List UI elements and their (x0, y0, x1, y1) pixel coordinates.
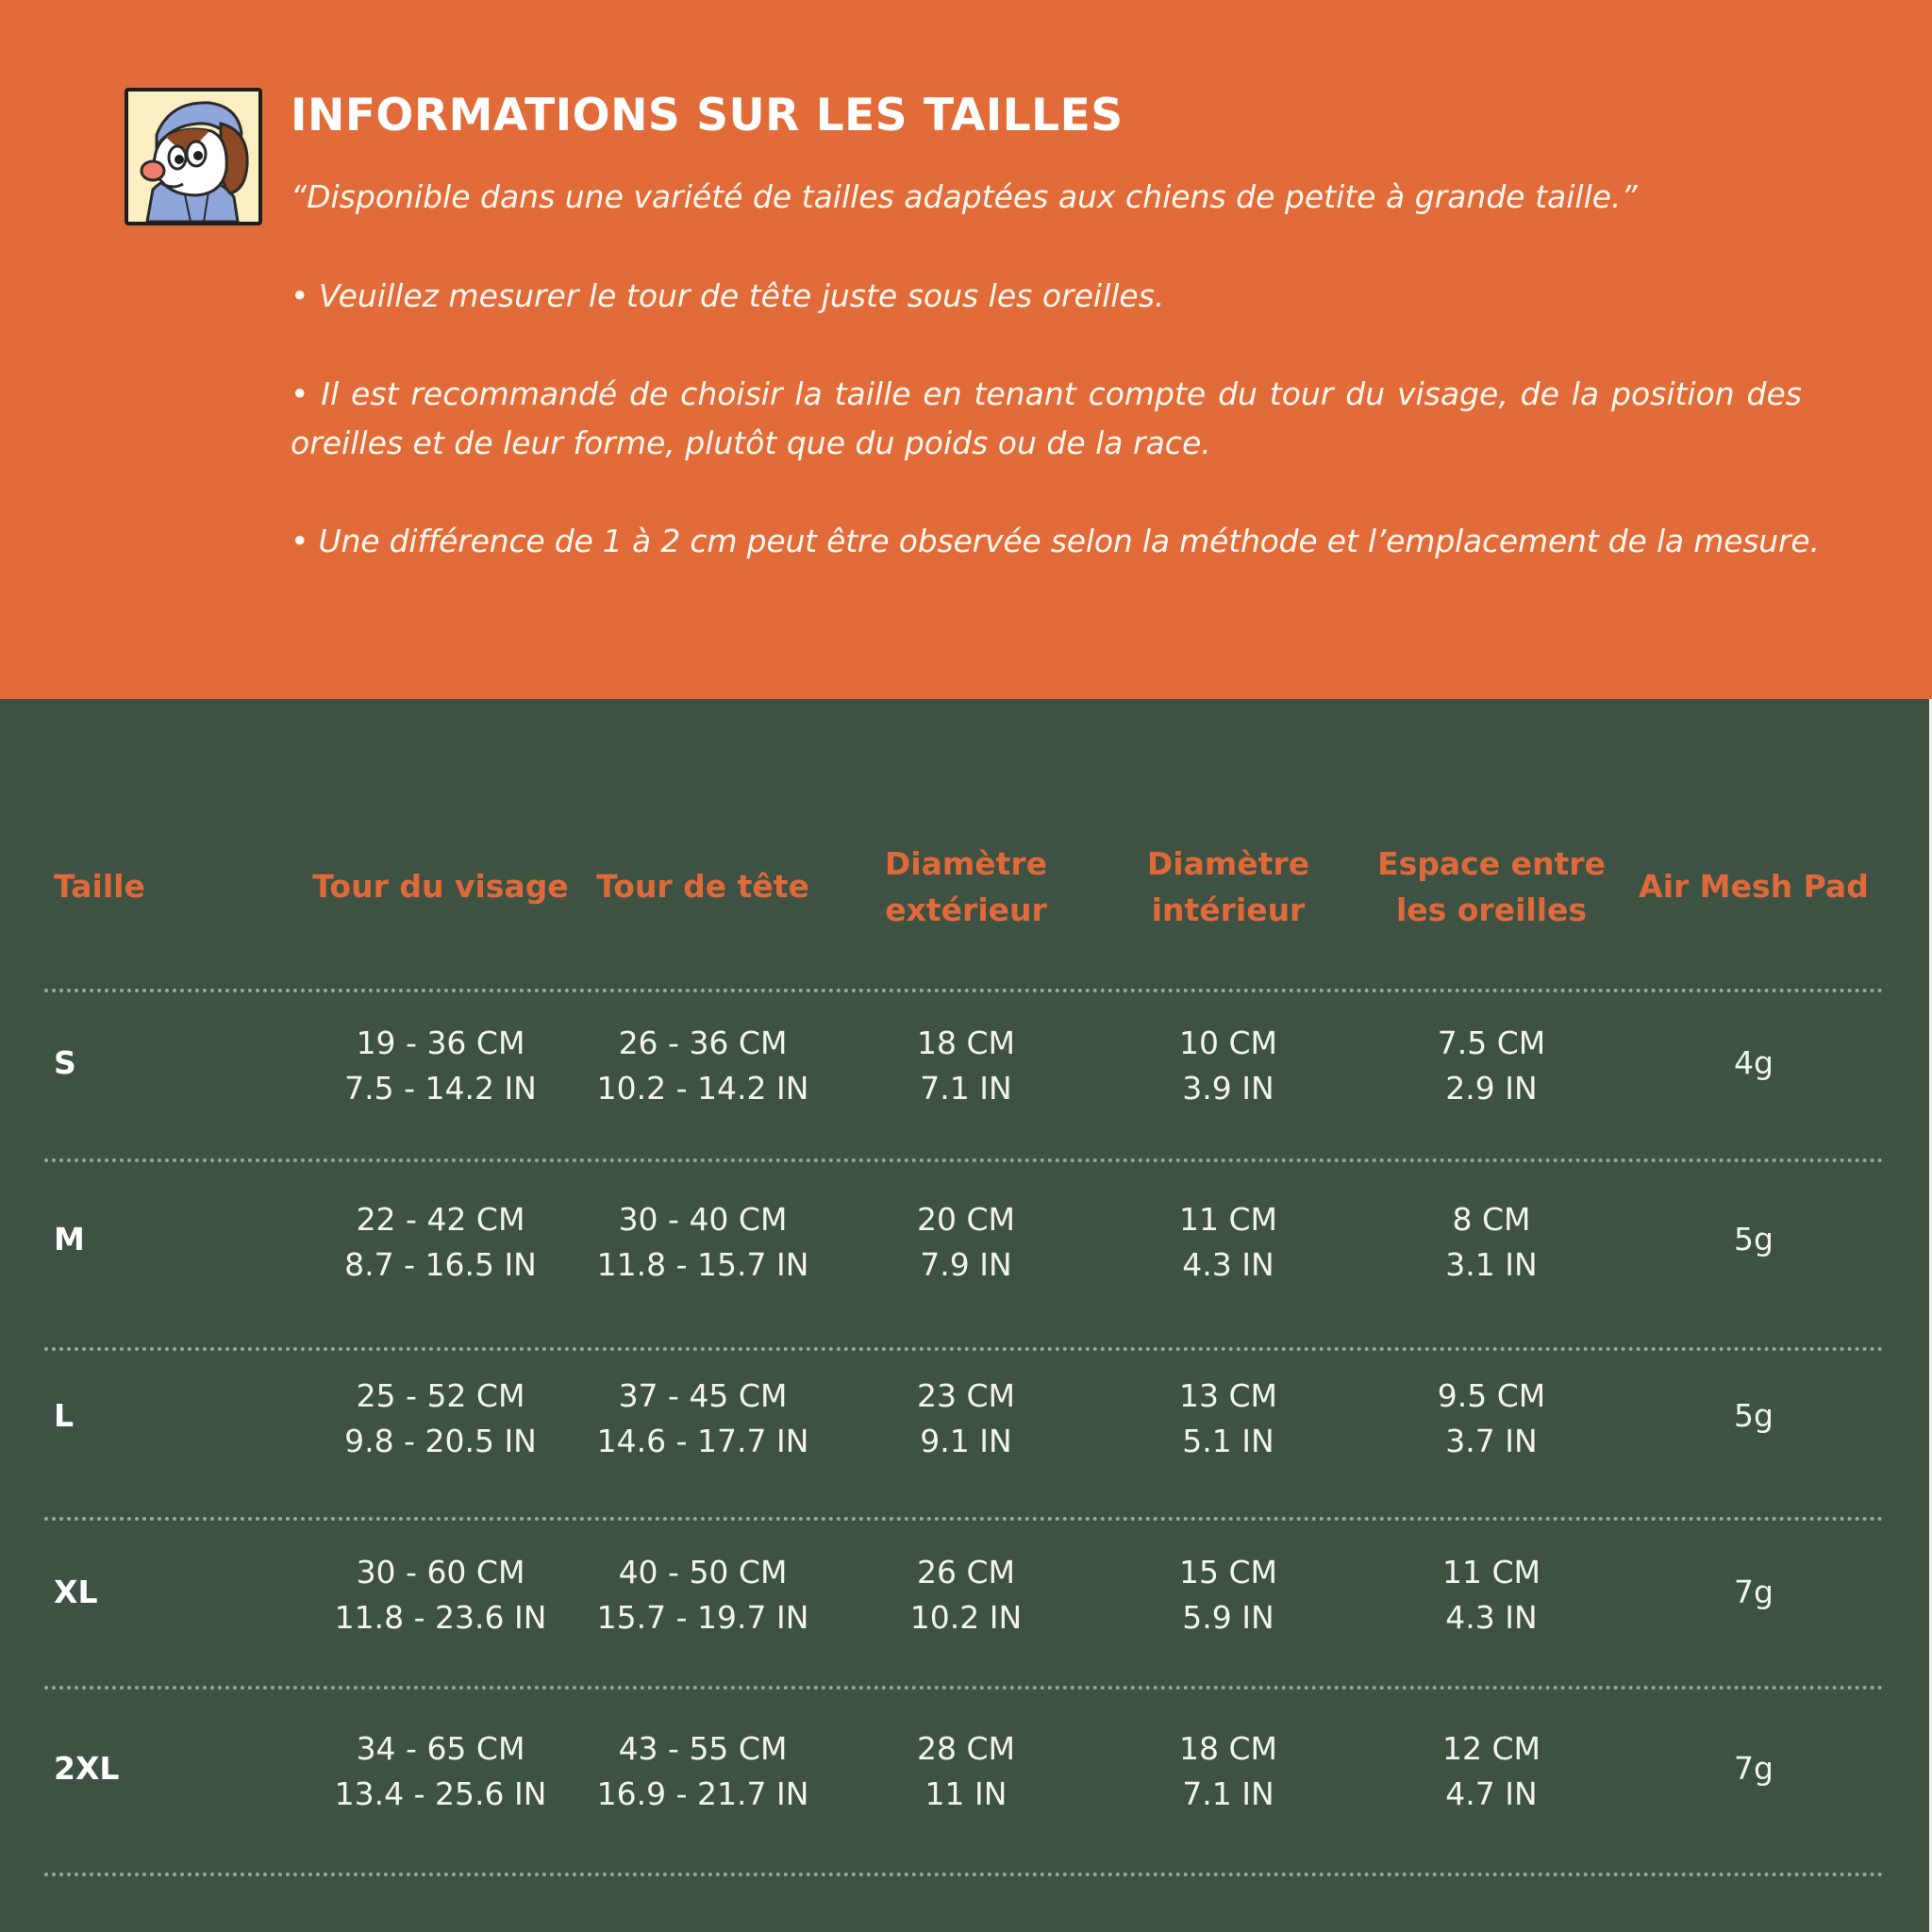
inner-diameter-cell: 10 CM 3.9 IN (1179, 1024, 1277, 1107)
measurement-note-1: • Veuillez mesurer le tour de tête juste sous les oreilles. (291, 277, 1165, 314)
row-divider (44, 989, 1884, 992)
size-label: 2XL (54, 1750, 120, 1787)
head-circumference-cell: 40 - 50 CM 15.7 - 19.7 IN (596, 1554, 809, 1636)
ear-spacing-cell: 11 CM 4.3 IN (1442, 1554, 1541, 1636)
outer-diameter-cell: 23 CM 9.1 IN (917, 1377, 1015, 1459)
pad-weight-cell: 7g (1734, 1750, 1774, 1787)
head-circumference-cell: 37 - 45 CM 14.6 - 17.7 IN (596, 1377, 809, 1459)
outer-diameter-cell: 20 CM 7.9 IN (917, 1201, 1015, 1283)
head-circumference-cell: 43 - 55 CM 16.9 - 21.7 IN (596, 1730, 809, 1812)
page-title: INFORMATIONS SUR LES TAILLES (291, 90, 1124, 142)
ear-spacing-cell: 9.5 CM 3.7 IN (1437, 1377, 1546, 1459)
size-label: XL (54, 1574, 98, 1610)
column-header-air-mesh-pad: Air Mesh Pad (1639, 868, 1869, 905)
inner-diameter-cell: 13 CM 5.1 IN (1179, 1377, 1277, 1459)
column-header-face-circumference: Tour du visage (312, 868, 569, 905)
intro-quote: “Disponible dans une variété de tailles adaptées aux chiens de petite à grande taille.” (291, 178, 1638, 215)
dog-hoodie-logo-icon (125, 88, 262, 225)
face-circumference-cell: 30 - 60 CM 11.8 - 23.6 IN (334, 1554, 547, 1636)
row-divider (44, 1873, 1884, 1876)
outer-diameter-cell: 26 CM 10.2 IN (909, 1554, 1023, 1636)
ear-spacing-cell: 12 CM 4.7 IN (1442, 1730, 1541, 1812)
column-header-size: Taille (54, 868, 145, 905)
pad-weight-cell: 5g (1734, 1221, 1774, 1257)
pad-weight-cell: 7g (1734, 1574, 1774, 1610)
row-divider (44, 1347, 1884, 1351)
row-divider (44, 1686, 1884, 1690)
ear-spacing-cell: 7.5 CM 2.9 IN (1437, 1024, 1546, 1107)
column-header-outer-diameter: Diamètre extérieur (884, 845, 1048, 928)
outer-diameter-cell: 18 CM 7.1 IN (917, 1024, 1015, 1107)
column-header-head-circumference: Tour de tête (596, 868, 809, 905)
face-circumference-cell: 34 - 65 CM 13.4 - 25.6 IN (334, 1730, 547, 1812)
measurement-note-3: • Une différence de 1 à 2 cm peut être observée selon la méthode et l’emplacement de la mesure. (291, 523, 1820, 559)
pad-weight-cell: 4g (1734, 1044, 1774, 1081)
measurement-note-2: • Il est recommandé de choisir la taille en tenant compte du tour du visage, de la position des oreilles et de leur forme, plutôt que du poids ou de la race. (291, 375, 1802, 461)
head-circumference-cell: 26 - 36 CM 10.2 - 14.2 IN (596, 1024, 809, 1107)
face-circumference-cell: 25 - 52 CM 9.8 - 20.5 IN (344, 1377, 537, 1459)
head-circumference-cell: 30 - 40 CM 11.8 - 15.7 IN (596, 1201, 809, 1283)
size-label: L (54, 1397, 75, 1434)
pad-weight-cell: 5g (1734, 1397, 1774, 1434)
row-divider (44, 1517, 1884, 1521)
inner-diameter-cell: 15 CM 5.9 IN (1179, 1554, 1277, 1636)
face-circumference-cell: 22 - 42 CM 8.7 - 16.5 IN (344, 1201, 537, 1283)
outer-diameter-cell: 28 CM 11 IN (917, 1730, 1015, 1812)
column-header-inner-diameter: Diamètre intérieur (1146, 845, 1310, 928)
row-divider (44, 1158, 1884, 1162)
size-label: S (54, 1044, 76, 1081)
ear-spacing-cell: 8 CM 3.1 IN (1445, 1201, 1538, 1283)
face-circumference-cell: 19 - 36 CM 7.5 - 14.2 IN (344, 1024, 537, 1107)
size-label: M (54, 1221, 85, 1257)
inner-diameter-cell: 11 CM 4.3 IN (1179, 1201, 1277, 1283)
inner-diameter-cell: 18 CM 7.1 IN (1179, 1730, 1277, 1812)
column-header-ear-spacing: Espace entre les oreilles (1377, 845, 1606, 928)
